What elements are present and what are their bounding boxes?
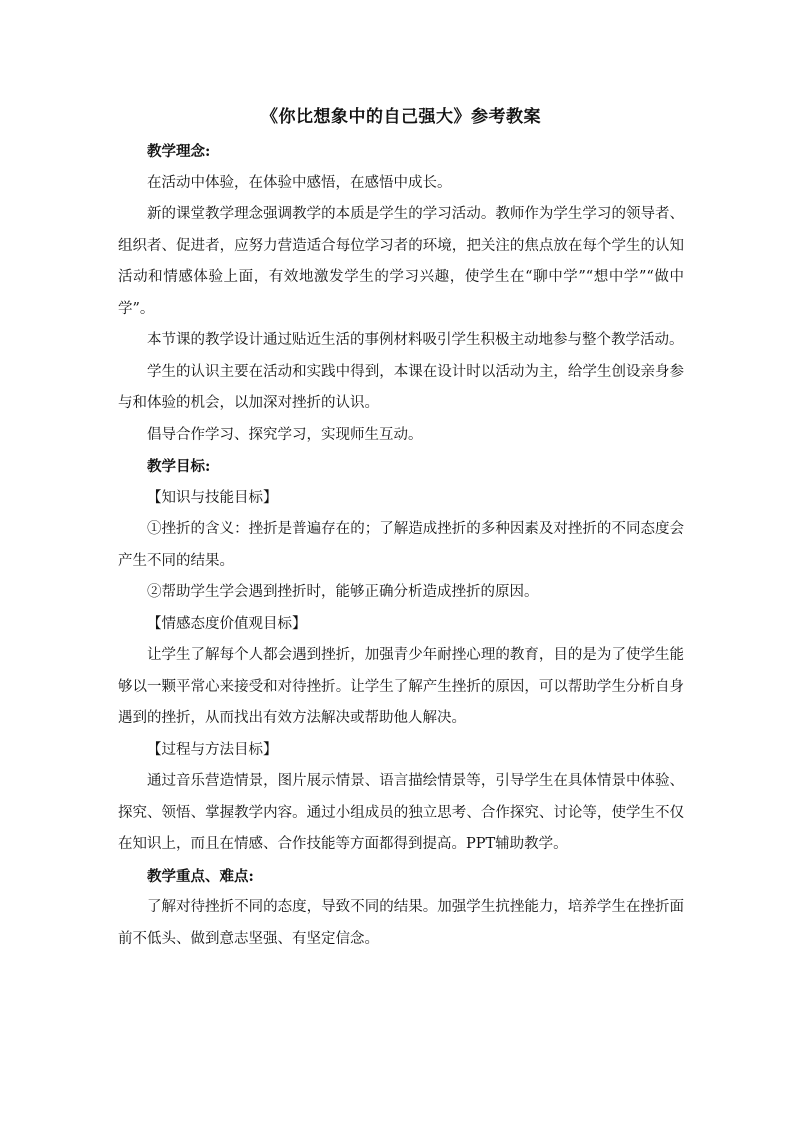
paragraph: 了解对待挫折不同的态度，导致不同的结果。加强学生抗挫能力，培养学生在挫折面前不低头、做到意志坚强、有坚定信念。 — [118, 899, 684, 947]
section-heading-key-points: 教学重点、难点: — [147, 867, 254, 885]
document-title: 《你比想象中的自己强大》参考教案 — [261, 107, 541, 127]
subsection-label-knowledge-skills: 【知识与技能目标】 — [147, 489, 278, 506]
paragraph: 学生的认识主要在活动和实践中得到，本课在设计时以活动为主，给学生创设亲身参与和体验的机会，以加深对挫折的认识。 — [118, 363, 684, 411]
paragraph: 新的课堂教学理念强调教学的本质是学生的学习活动。教师作为学生学习的领导者、组织者、促进者，应努力营造适合每位学习者的环境，把关注的焦点放在每个学生的认知活动和情感体验上面，有效地激发学生的学习兴趣，使学生在“聊中学”“想中学”“做中学”。 — [118, 206, 684, 317]
paragraph: 本节课的教学设计通过贴近生活的事例材料吸引学生积极主动地参与整个教学活动。 — [147, 332, 684, 348]
subsection-label-emotion-values: 【情感态度价值观目标】 — [147, 615, 307, 632]
paragraph: 在活动中体验，在体验中感悟，在感悟中成长。 — [147, 174, 452, 191]
paragraph: ①挫折的含义：挫折是普遍存在的；了解造成挫折的多种因素及对挫折的不同态度会产生不同的结果。 — [118, 521, 684, 569]
paragraph: 让学生了解每个人都会遇到挫折，加强青少年耐挫心理的教育，目的是为了使学生能够以一颗平常心来接受和对待挫折。让学生了解产生挫折的原因，可以帮助学生分析自身遇到的挫折，从而找出有效方法解决或帮助他人解决。 — [118, 647, 684, 726]
subsection-label-process-method: 【过程与方法目标】 — [147, 741, 278, 758]
paragraph: 通过音乐营造情景，图片展示情景、语言描绘情景等，引导学生在具体情景中体验、探究、领悟、掌握教学内容。通过小组成员的独立思考、合作探究、讨论等，使学生不仅在知识上，而且在情感、合作技能等方面都得到提高。PPT辅助教学。 — [118, 773, 684, 852]
document-body — [118, 100, 684, 955]
section-heading-teaching-philosophy: 教学理念: — [147, 143, 211, 160]
paragraph: ②帮助学生学会遇到挫折时，能够正确分析造成挫折的原因。 — [147, 584, 539, 600]
section-heading-teaching-objectives: 教学目标: — [147, 458, 211, 475]
paragraph: 倡导合作学习、探究学习，实现师生互动。 — [147, 426, 423, 443]
